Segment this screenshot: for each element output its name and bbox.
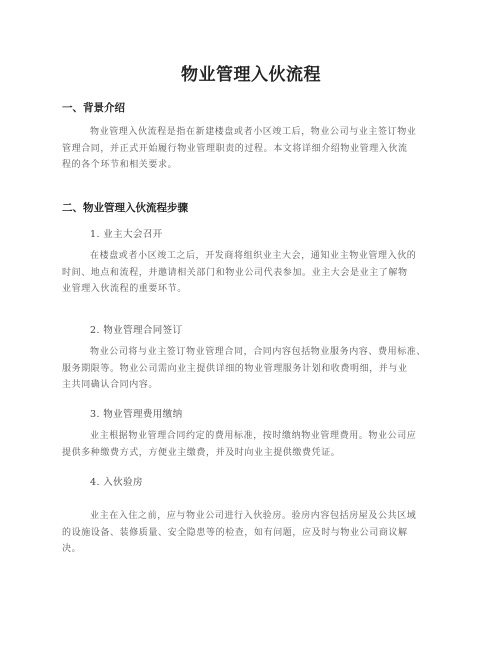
step-title-4: 4. 入伙验房 bbox=[90, 477, 143, 488]
paragraph-background bbox=[62, 124, 442, 174]
paragraph-line: 主共同确认合同内容。 bbox=[62, 380, 159, 390]
step-title-3: 3. 物业管理费用缴纳 bbox=[90, 409, 183, 420]
paragraph-line: 物业管理入伙流程是指在新建楼盘或者小区竣工后，物业公司与业主签订物业 bbox=[90, 127, 417, 137]
paragraph-line: 业主在入住之前，应与物业公司进行入伙验房。验房内容包括房屋及公共区域 bbox=[90, 511, 417, 521]
section-heading-background: 一、背景介绍 bbox=[62, 102, 125, 114]
paragraph-line: 物业公司将与业主签订物业管理合同，合同内容包括物业服务内容、费用标准、 bbox=[90, 347, 427, 357]
paragraph-line: 服务期限等。物业公司需向业主提供详细的物业管理服务计划和收费明细，并与业 bbox=[62, 363, 408, 374]
document-title: 物业管理入伙流程 bbox=[181, 65, 321, 85]
paragraph-line: 决。 bbox=[62, 544, 82, 554]
step-paragraph-3 bbox=[62, 428, 442, 461]
paragraph-line: 提供多种缴费方式，方便业主缴费，并及时向业主提供缴费凭证。 bbox=[62, 447, 341, 458]
paragraph-line: 时间、地点和流程，并邀请相关部门和物业公司代表参加。业主大会是业主了解物 bbox=[62, 267, 408, 278]
paragraph-line: 在楼盘或者小区竣工之后，开发商将组织业主大会，通知业主物业管理入伙的 bbox=[90, 251, 417, 261]
paragraph-line: 业管理入伙流程的重要环节。 bbox=[62, 284, 187, 294]
paragraph-line: 程的各个环节和相关要求。 bbox=[62, 160, 178, 170]
step-paragraph-1 bbox=[62, 248, 442, 298]
step-title-1: 1. 业主大会召开 bbox=[90, 229, 163, 240]
paragraph-line: 管理合同，并正式开始履行物业管理职责的过程。本文将详细介绍物业管理入伙流 bbox=[62, 143, 408, 154]
step-paragraph-4 bbox=[62, 508, 442, 558]
paragraph-line: 业主根据物业管理合同约定的费用标准，按时缴纳物业管理费用。物业公司应 bbox=[90, 431, 417, 441]
section-heading-steps: 二、物业管理入伙流程步骤 bbox=[62, 202, 188, 214]
paragraph-line: 的设施设备、装修质量、安全隐患等的检查，如有问题，应及时与物业公司商议解 bbox=[62, 527, 408, 538]
step-title-2: 2. 物业管理合同签订 bbox=[90, 325, 183, 336]
step-paragraph-2 bbox=[62, 344, 442, 394]
